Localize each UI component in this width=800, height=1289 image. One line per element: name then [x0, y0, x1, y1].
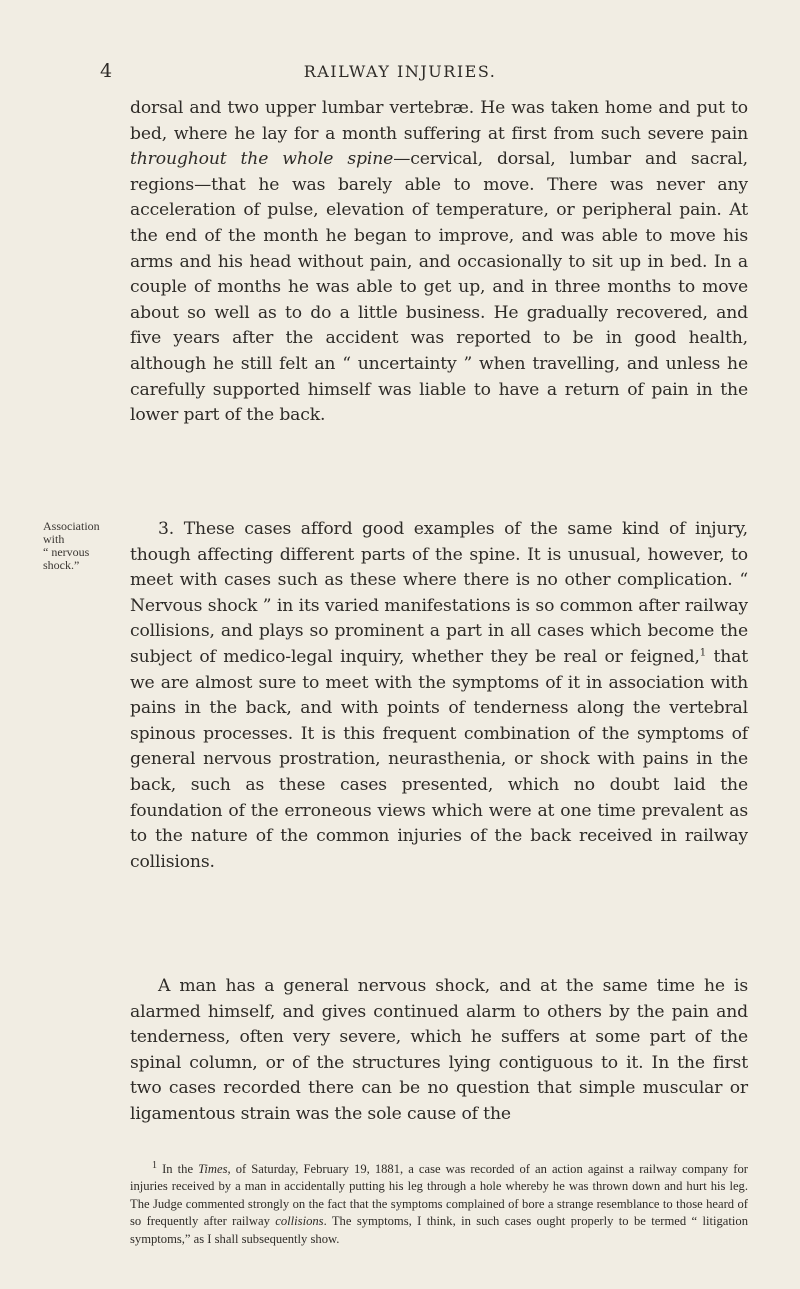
paragraph-1-text-b: —cervical, dorsal, lumbar and sacral, regions—that he was barely able to move. There was never any acceleration of pulse, elevation of temperature, or peripheral pain. At the end of the month he began to improve, and was able to move his arms and his head without pain, and occasionally to sit up in bed. In a couple of months he was able to get up, and in three months to move about so well as to do a little business. He gradually recovered, and five years after the accident was reported to be in good health, although he still felt an “ uncertainty ” when travelling, and unless he carefully supported himself was liable to have a return of pain in the lower part of the back.: [130, 149, 748, 426]
paragraph-2-text-a: 3. These cases afford good examples of the same kind of injury, though affecting different parts of the spine. It is unusual, however, to meet with cases such as these where there is no other complication. “ Nervous shock ” in its varied manifestations is so common after railway collisions, and plays so prominent a part in all cases which become the subject of medico-legal inquiry, whether they be real or feigned,: [130, 519, 748, 667]
marginal-note: [43, 520, 133, 572]
footnote-text-b: , of Saturday, February 19, 1881, a case was recorded of an action against a railway company for injuries received by a man in accidentally putting his leg through a hole whereby he was thrown down and hurt his leg. The Judge commented strongly on the fact that the symptoms complained of bore a strange resemblance to those heard of so frequently after railway: [130, 1162, 748, 1229]
marginal-note-line: “ nervous: [43, 545, 90, 559]
footnote-text-c: . The symptoms, I think, in such cases ought properly to be termed “ litigation symptoms,” as I shall subsequently show.: [130, 1214, 748, 1246]
page-number: 4: [100, 60, 113, 82]
running-head: RAILWAY INJURIES.: [303, 62, 497, 81]
footnote-emphasis-collisions: collisions: [275, 1214, 324, 1229]
paragraph-3: A man has a general nervous shock, and at the same time he is alarmed himself, and gives continued alarm to others by the pain and tenderness, often very severe, which he suffers at some part of the spinal column, or of the structures lying contiguous to it. In the first two cases recorded there can be no question that simple muscular or ligamentous strain was the sole cause of the: [130, 976, 748, 1124]
marginal-note-line: with: [43, 532, 65, 546]
footnote: [130, 1161, 748, 1248]
paragraph-1: [130, 96, 748, 429]
footnote-text-a: In the: [157, 1162, 199, 1176]
paragraph-1-text-a: dorsal and two upper lumbar vertebræ. He was taken home and put to bed, where he lay for a month suffering at first from such severe pain: [130, 98, 748, 144]
marginal-note-line: Association: [43, 519, 100, 533]
paragraph-2: [130, 517, 748, 875]
paragraph-1-emphasis: throughout the whole spine: [130, 149, 394, 170]
footnote-emphasis-times: Times: [198, 1162, 228, 1176]
footnote-marker: 1: [152, 1159, 157, 1171]
footnote-reference: 1: [699, 647, 706, 659]
page-header: [0, 60, 800, 86]
paragraph-2-text-b: that we are almost sure to meet with the symptoms of it in association with pains in the back, and with points of tenderness along the vertebral spinous processes. It is this frequent combination of the symptoms of general nervous prostration, neurasthenia, or shock with pains in the back, such as these cases presented, which no doubt laid the foundation of the erroneous views which were at one time prevalent as to the nature of the common injuries of the back received in railway collisions.: [130, 646, 748, 872]
marginal-note-line: shock.”: [43, 558, 80, 572]
